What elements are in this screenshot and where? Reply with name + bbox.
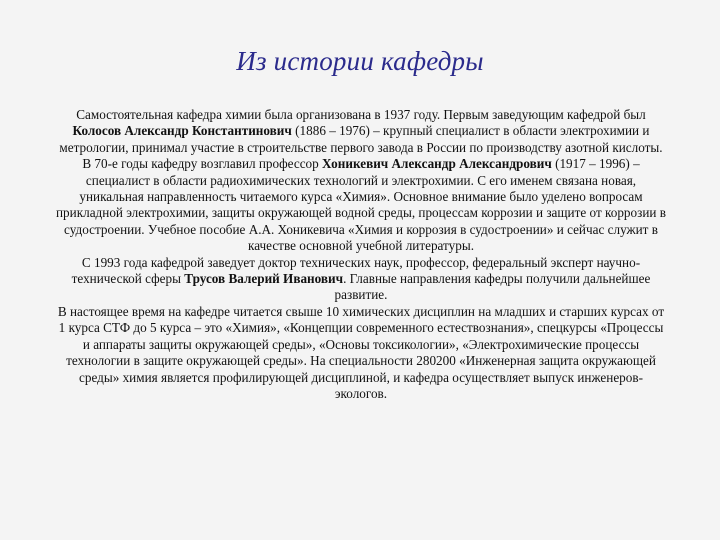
text-run: С 1993 года кафедрой заведует доктор технических наук, профессор, федеральный эксперт научно-технической сферы — [71, 254, 641, 287]
paragraph-1 — [55, 107, 667, 156]
text-run: (1886 – 1976) – крупный специалист в области электрохимии и метрологии, принимал участие в строительстве первого завода в России по производству азотной кислоты. — [59, 123, 663, 155]
text-run: В 70-е годы кафедру возглавил профессор — [82, 156, 323, 172]
paragraph-2 — [55, 156, 667, 254]
person-name-trusov: Трусов Валерий Иванович — [184, 271, 344, 287]
paragraph-3 — [55, 255, 667, 304]
text-run: В настоящее время на кафедре читается свыше 10 химических дисциплин на младших и старших курсах от 1 курса СТФ до 5 курса – это «Химия», «Концепции современного естествознания», спецкурсы «Процессы и аппараты защиты окружающей среды», «Основы токсикологии», «Электрохимические процессы технологии в защите окружающей среды». На специальности 280200 «Инженерная защита окружающей среды» химия является профилирующей дисциплиной, и кафедра осуществляет выпуск инженеров-экологов. — [57, 303, 665, 401]
person-name-kolosov: Колосов Александр Константинович — [72, 123, 292, 139]
text-run: (1917 – 1996) – специалист в области радиохимических технологий и электрохимии. С его именем связана новая, уникальная направленность читаемого курса «Химия». Основное внимание было уделено вопросам прикладной электрохимии, защиты окружающей водной среды, процессам коррозии и защите от коррозии в судостроении. Учебное пособие А.А. Хоникевича «Химия и коррозия в судостроении» и сейчас служит в качестве основной учебной литературы. — [56, 156, 666, 254]
paragraph-4 — [55, 304, 667, 402]
person-name-honikevich: Хоникевич Александр Александрович — [322, 156, 552, 172]
history-text — [55, 107, 667, 402]
text-run: Самостоятельная кафедра химии была организована в 1937 году. Первым заведующим кафедрой был — [76, 107, 646, 122]
text-run: . Главные направления кафедры получили дальнейшее развитие. — [334, 271, 651, 303]
slide-title: Из истории кафедры — [236, 46, 484, 76]
